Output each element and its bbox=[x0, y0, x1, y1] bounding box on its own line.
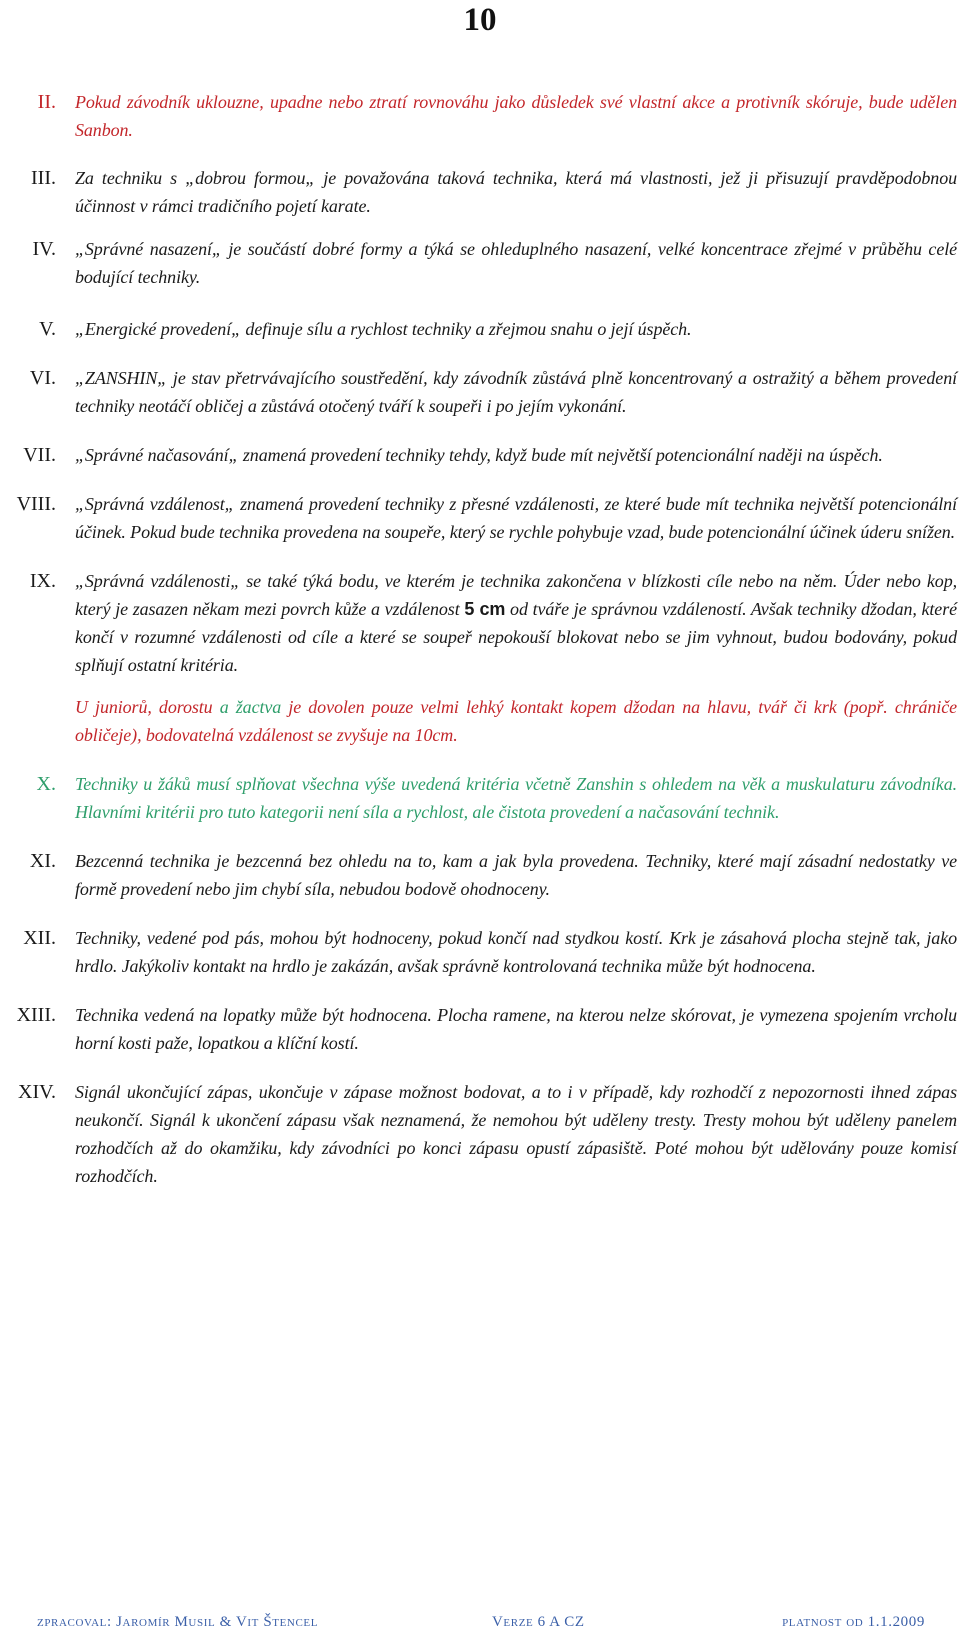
rule-number: IV. bbox=[32, 238, 56, 260]
rule-text: Techniky u žáků musí splňovat všechna výše uvedená kritéria včetně Zanshin s ohledem na věk a muskulaturu závodníka. Hlavními kritérii pro tuto kategorii není síla a rychlost, ale čistota provedení a načasování technik. bbox=[75, 774, 957, 822]
footer-version: Verze 6 A CZ bbox=[492, 1614, 585, 1630]
rule-item-viii bbox=[0, 490, 960, 546]
rule-text: „Správná vzdálenost„ znamená provedení techniky z přesné vzdálenosti, ze které bude mít technika největší potencionální účinek. Pokud bude technika provedena na soupeře, který se rychle pohybuje vzad, bude potencionální účinek úderu snížen. bbox=[75, 494, 957, 542]
rule-text: Za techniku s „dobrou formou„ je považována taková technika, která má vlastnosti, jež ji přisuzují pravděpodobnou účinnost v rámci tradičního pojetí karate. bbox=[75, 168, 957, 216]
rule-text: Techniky, vedené pod pás, mohou být hodnoceny, pokud končí nad stydkou kostí. Krk je zásahová plocha stejně tak, jako hrdlo. Jakýkoliv kontakt na hrdlo je zakázán, avšak správně kontrolovaná technika může být hodnocena. bbox=[75, 928, 957, 976]
rule-text bbox=[75, 567, 957, 679]
rules-list bbox=[0, 88, 960, 1190]
rule-number: XII. bbox=[23, 927, 56, 949]
rule-number: VI. bbox=[29, 367, 56, 389]
rule-item-xiv bbox=[0, 1078, 960, 1190]
rule-number: XIV. bbox=[18, 1081, 56, 1103]
rule-number: VIII. bbox=[16, 493, 56, 515]
rule-text: Pokud závodník uklouzne, upadne nebo ztratí rovnováhu jako důsledek své vlastní akce a protivník skóruje, bude udělen Sanbon. bbox=[75, 92, 957, 140]
note-part-green: a žactva bbox=[219, 697, 282, 717]
rule-item-vii bbox=[0, 441, 960, 469]
rule-text: „Správné nasazení„ je součástí dobré formy a týká se ohleduplného nasazení, velké koncentrace zřejmé v průběhu celé bodující techniky. bbox=[75, 239, 957, 287]
rule-item-xii bbox=[0, 924, 960, 980]
rule-text: „Energické provedení„ definuje sílu a rychlost techniky a zřejmou snahu o její úspěch. bbox=[75, 319, 692, 339]
rule-text: Bezcenná technika je bezcenná bez ohledu na to, kam a jak byla provedena. Techniky, které mají zásadní nedostatky ve formě provedení nebo jim chybí síla, nebudou bodově ohodnoceny. bbox=[75, 851, 957, 899]
rule-item-xiii bbox=[0, 1001, 960, 1057]
rule-note-juniors bbox=[0, 693, 960, 749]
rule-item-x bbox=[0, 770, 960, 826]
rule-item-iii bbox=[0, 164, 960, 220]
rule-number: IX. bbox=[29, 570, 56, 592]
rule-item-vi bbox=[0, 364, 960, 420]
rule-number: X. bbox=[36, 773, 56, 795]
rule-item-v bbox=[0, 315, 960, 343]
rule-number: II. bbox=[37, 91, 56, 113]
rule-item-iv bbox=[0, 235, 960, 291]
rule-number: III. bbox=[31, 167, 56, 189]
distance-value: 5 cm bbox=[464, 599, 506, 619]
rule-number: VII. bbox=[23, 444, 56, 466]
note-part: je dovolen pouze velmi lehký kontakt kopem džodan na hlavu, tvář či krk (popř. chrániče obličeje), bodovatelná vzdálenost se zvyšuje na 10cm. bbox=[75, 697, 957, 745]
rule-text: „Správné načasování„ znamená provedení techniky tehdy, když bude mít největší potencionální naději na úspěch. bbox=[75, 445, 883, 465]
rule-item-xi bbox=[0, 847, 960, 903]
rule-text: Signál ukončující zápas, ukončuje v zápase možnost bodovat, a to i v případě, kdy rozhodčí z nepozornosti ihned zápas neukončí. Signál k ukončení zápasu však neznamená, že nemohou být uděleny tresty. Tresty mohou být uděleny panelem rozhodčích až do okamžiku, kdy závodníci po konci zápasu opustí zápasiště. Poté mohou být udělovány pouze komisí rozhodčích. bbox=[75, 1082, 957, 1186]
rule-text-part: od tváře je správnou vzdáleností. Avšak techniky džodan, které končí v rozumné vzdálenosti od cíle a které se soupeř nepokouší blokovat nebo se jim vyhnout, budou bodovány, pokud splňují ostatní kritéria. bbox=[75, 599, 957, 675]
rule-text: „ZANSHIN„ je stav přetrvávajícího soustředění, kdy závodník zůstává plně koncentrovaný a ostražitý a během provedení techniky neotáčí obličej a zůstává otočený tváří k soupeři i po jejím vykonání. bbox=[75, 368, 957, 416]
footer-authors: zpracoval: Jaromír Musil & Vit Štencel bbox=[37, 1614, 319, 1630]
rule-number: V. bbox=[39, 318, 56, 340]
rule-number: XIII. bbox=[16, 1004, 56, 1026]
rule-item-ii bbox=[0, 88, 960, 144]
footer-validity: platnost od 1.1.2009 bbox=[782, 1614, 925, 1630]
rule-text-part: „Správná vzdálenosti„ se také týká bodu, ve kterém je technika zakončena v blízkosti cíle nebo na něm. Úder nebo kop, který je zasazen někam mezi povrch kůže a vzdálenost bbox=[75, 571, 957, 619]
page-number: 10 bbox=[463, 2, 497, 38]
note-part: U juniorů, dorostu bbox=[75, 697, 213, 717]
note-text bbox=[75, 693, 957, 749]
rule-text: Technika vedená na lopatky může být hodnocena. Plocha ramene, na kterou nelze skórovat, je vymezena spojením vrcholu horní kosti paže, lopatkou a klíční kostí. bbox=[75, 1005, 957, 1053]
rule-item-ix bbox=[0, 567, 960, 679]
rule-number: XI. bbox=[29, 850, 56, 872]
